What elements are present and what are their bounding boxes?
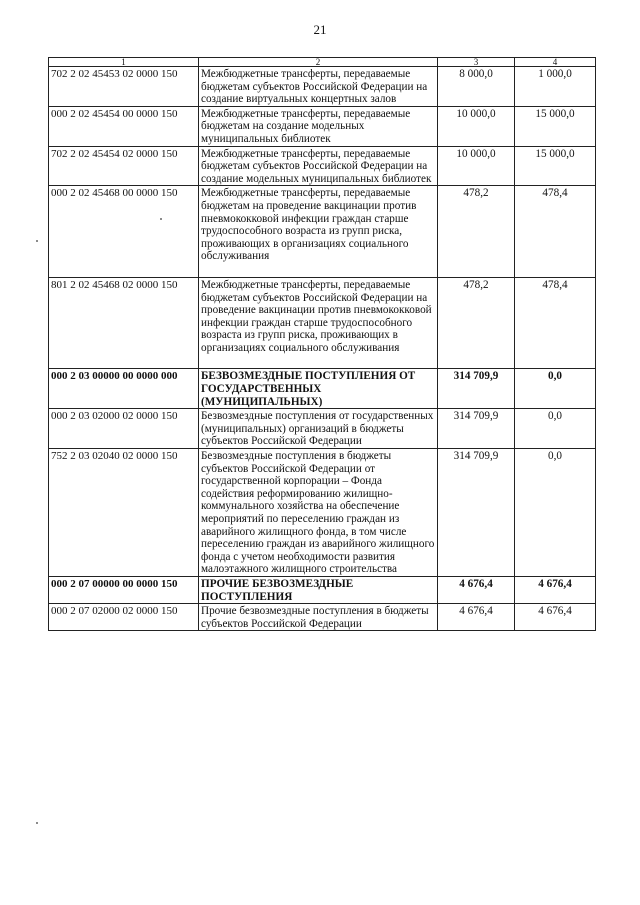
page-number: 21 <box>313 22 327 37</box>
table-row <box>49 604 596 631</box>
row-description: Межбюджетные трансферты, передаваемые бюджетам на создание модельных муниципальных библиотек <box>199 106 438 146</box>
table-row <box>49 186 596 278</box>
row-value-col3: 4 676,4 <box>438 576 515 603</box>
row-value-col4: 15 000,0 <box>515 146 596 186</box>
table-row <box>49 146 596 186</box>
row-description: ПРОЧИЕ БЕЗВОЗМЕЗДНЫЕ ПОСТУПЛЕНИЯ <box>199 576 438 603</box>
row-description: Безвозмездные поступления в бюджеты субъектов Российской Федерации от государственной корпорации – Фонда содействия реформированию жилищно-коммунального хозяйства на обеспечение мероприятий по переселению граждан из аварийного жилищного фонда, в том числе переселению граждан из аварийного жилищного фонда с учетом необходимости развития малоэтажного жилищного строительства <box>199 449 438 577</box>
row-value-col3: 314 709,9 <box>438 449 515 577</box>
column-header-1: 1 <box>49 58 199 67</box>
row-value-col4: 0,0 <box>515 409 596 449</box>
row-value-col4: 478,4 <box>515 186 596 278</box>
row-code: 000 2 02 45454 00 0000 150 <box>49 106 199 146</box>
row-description: Межбюджетные трансферты, передаваемые бюджетам на проведение вакцинации против пневмококковой инфекции граждан старше трудоспособного возраста из групп риска, проживающих в организациях социального обслуживания <box>199 186 438 278</box>
row-code: 000 2 03 00000 00 0000 000 <box>49 369 199 409</box>
table-row <box>49 576 596 603</box>
row-value-col4: 4 676,4 <box>515 576 596 603</box>
row-value-col3: 10 000,0 <box>438 146 515 186</box>
scan-speck <box>36 822 38 824</box>
row-code: 000 2 07 00000 00 0000 150 <box>49 576 199 603</box>
row-value-col3: 478,2 <box>438 277 515 369</box>
row-value-col3: 314 709,9 <box>438 369 515 409</box>
row-value-col3: 478,2 <box>438 186 515 278</box>
row-code: 702 2 02 45454 02 0000 150 <box>49 146 199 186</box>
row-value-col3: 4 676,4 <box>438 604 515 631</box>
row-code: 801 2 02 45468 02 0000 150 <box>49 277 199 369</box>
scan-speck <box>160 218 162 220</box>
column-header-2: 2 <box>199 58 438 67</box>
row-value-col4: 0,0 <box>515 449 596 577</box>
table-row <box>49 106 596 146</box>
row-description: Межбюджетные трансферты, передаваемые бюджетам субъектов Российской Федерации на проведение вакцинации против пневмококковой инфекции граждан старше трудоспособного возраста из групп риска, проживающих в организациях социального обслуживания <box>199 277 438 369</box>
table-row <box>49 409 596 449</box>
header-row <box>49 58 596 67</box>
row-code: 000 2 02 45468 00 0000 150 <box>49 186 199 278</box>
row-value-col4: 1 000,0 <box>515 67 596 107</box>
table-row <box>49 449 596 577</box>
table-row <box>49 67 596 107</box>
row-value-col4: 15 000,0 <box>515 106 596 146</box>
table-header <box>49 58 596 67</box>
row-value-col4: 478,4 <box>515 277 596 369</box>
row-code: 702 2 02 45453 02 0000 150 <box>49 67 199 107</box>
budget-revenue-table <box>48 57 596 631</box>
row-value-col3: 10 000,0 <box>438 106 515 146</box>
table-row <box>49 369 596 409</box>
row-description: БЕЗВОЗМЕЗДНЫЕ ПОСТУПЛЕНИЯ ОТ ГОСУДАРСТВЕННЫХ (МУНИЦИПАЛЬНЫХ) <box>199 369 438 409</box>
row-description: Прочие безвозмездные поступления в бюджеты субъектов Российской Федерации <box>199 604 438 631</box>
table-body <box>49 67 596 631</box>
row-description: Безвозмездные поступления от государственных (муниципальных) организаций в бюджеты субъектов Российской Федерации <box>199 409 438 449</box>
row-value-col4: 4 676,4 <box>515 604 596 631</box>
row-code: 752 2 03 02040 02 0000 150 <box>49 449 199 577</box>
row-code: 000 2 07 02000 02 0000 150 <box>49 604 199 631</box>
column-header-4: 4 <box>515 58 596 67</box>
row-description: Межбюджетные трансферты, передаваемые бюджетам субъектов Российской Федерации на создание модельных муниципальных библиотек <box>199 146 438 186</box>
row-code: 000 2 03 02000 02 0000 150 <box>49 409 199 449</box>
scan-speck <box>36 240 38 242</box>
row-value-col3: 314 709,9 <box>438 409 515 449</box>
column-header-3: 3 <box>438 58 515 67</box>
table-row <box>49 277 596 369</box>
row-value-col4: 0,0 <box>515 369 596 409</box>
row-value-col3: 8 000,0 <box>438 67 515 107</box>
row-description: Межбюджетные трансферты, передаваемые бюджетам субъектов Российской Федерации на создание виртуальных концертных залов <box>199 67 438 107</box>
